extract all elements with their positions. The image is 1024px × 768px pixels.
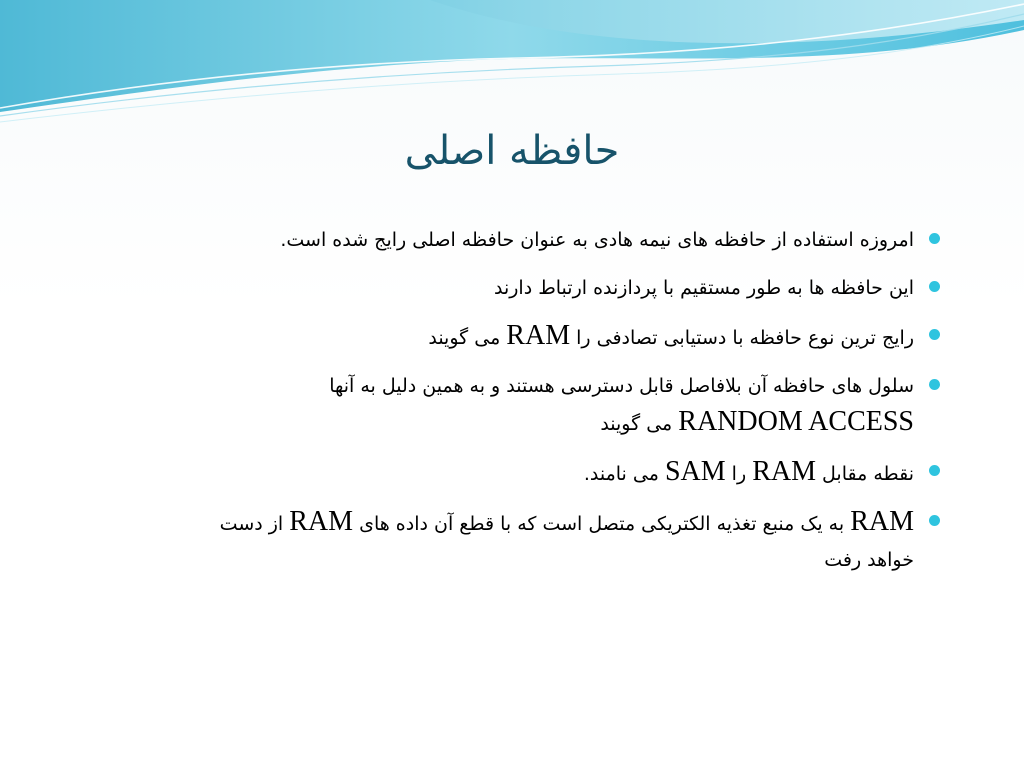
bullet-dot-icon (929, 515, 940, 526)
bullet-dot-icon (929, 281, 940, 292)
bullet-dot-icon (929, 379, 940, 390)
bullet-text: می گویند (600, 413, 679, 435)
bullet-text: نقطه مقابل (815, 463, 914, 485)
bullet-latin-term: RANDOM ACCESS (678, 406, 914, 437)
bullet-text: از دست (219, 513, 290, 535)
bullet-line (80, 404, 914, 442)
bullet-line (80, 454, 914, 492)
bullet-list (80, 222, 940, 590)
bullet-latin-term: RAM (289, 506, 354, 537)
bullet-dot-icon (929, 233, 940, 244)
bullet-text: را (725, 463, 753, 485)
bullet-latin-term: RAM (506, 320, 571, 351)
bullet-dot-icon (929, 329, 940, 340)
bullet-text: این حافظه ها به طور مستقیم با پردازنده ارتباط دارند (493, 277, 914, 299)
bullet-line (80, 368, 914, 404)
bullet-text: رایج ترین نوع حافظه با دستیابی تصادفی را (570, 327, 914, 349)
bullet-line (80, 222, 914, 258)
bullet-text: خواهد رفت (824, 549, 914, 571)
bullet-item (80, 368, 940, 442)
bullet-text: به یک منبع تغذیه الکتریکی متصل است که با قطع آن داده های (353, 513, 851, 535)
bullet-item (80, 504, 940, 578)
bullet-text: می گویند (428, 327, 507, 349)
bullet-item (80, 454, 940, 492)
bullet-item (80, 270, 940, 306)
bullet-text: می نامند. (583, 463, 665, 485)
bullet-dot-icon (929, 465, 940, 476)
bullet-text: امروزه استفاده از حافظه های نیمه هادی به عنوان حافظه اصلی رایج شده است. (280, 229, 914, 251)
bullet-item (80, 222, 940, 258)
bullet-item (80, 318, 940, 356)
slide-title: حافظه اصلی (404, 128, 620, 174)
bullet-latin-term: RAM (752, 456, 816, 487)
bullet-line (80, 504, 914, 542)
bullet-latin-term: RAM (850, 506, 914, 537)
bullet-text: سلول های حافظه آن بلافاصل قابل دسترسی هستند و به همین دلیل به آنها (329, 375, 914, 397)
header-wave-decoration (0, 0, 1024, 130)
bullet-line (80, 542, 914, 578)
bullet-line (80, 318, 914, 356)
bullet-latin-term: SAM (664, 456, 726, 487)
bullet-line (80, 270, 914, 306)
